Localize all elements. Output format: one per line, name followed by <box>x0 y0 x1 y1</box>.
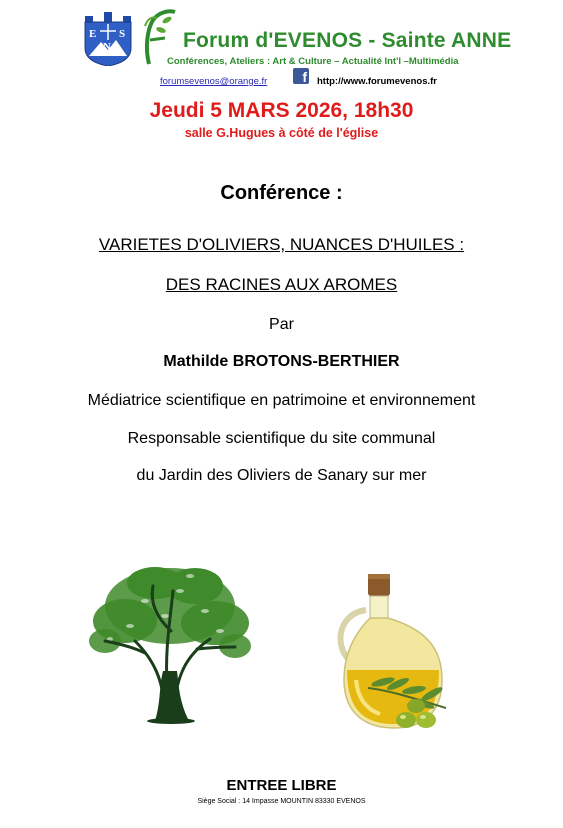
by-label: Par <box>269 316 294 333</box>
conference-heading: Conférence : <box>220 182 343 204</box>
email-link[interactable]: forumsevenos@orange.fr <box>160 76 268 87</box>
olive-tree-illustration <box>85 561 255 726</box>
event-venue: salle G.Hugues à côté de l'église <box>184 126 379 140</box>
free-entry-label: ENTREE LIBRE <box>226 777 337 794</box>
headquarters-address: Siège Social : 14 Impasse MOUNTIN 83330 EVENOS <box>197 798 366 805</box>
speaker-role-3: du Jardin des Oliviers de Sanary sur mer <box>136 467 427 484</box>
olive-oil-jug-illustration <box>328 570 458 740</box>
crest-logo <box>83 12 133 66</box>
website-link[interactable]: http://www.forumevenos.fr <box>317 76 437 87</box>
crest-letter-s: S <box>119 28 126 40</box>
talk-title-line-1 <box>0 235 563 255</box>
crest-letter-e: E <box>89 28 97 40</box>
brand-title: Forum d'EVENOS - Sainte ANNE <box>183 29 512 52</box>
speaker-name: Mathilde BROTONS-BERTHIER <box>163 353 400 370</box>
crest-letter-n: N <box>103 41 111 53</box>
facebook-icon[interactable]: f <box>293 68 309 84</box>
talk-title-line-1-text: VARIETES D'OLIVIERS, NUANCES D'HUILES : <box>98 235 465 254</box>
brand-subtitle: Conférences, Ateliers : Art & Culture – Actualité Int'l –Multimédia <box>167 56 459 67</box>
event-date: Jeudi 5 MARS 2026, 18h30 <box>149 99 414 122</box>
talk-title-line-2 <box>0 275 563 295</box>
speaker-role-1: Médiatrice scientifique en patrimoine et environnement <box>87 392 476 409</box>
talk-title-line-2-text: DES RACINES AUX AROMES <box>165 275 398 294</box>
speaker-role-2: Responsable scientifique du site communal <box>127 430 436 447</box>
